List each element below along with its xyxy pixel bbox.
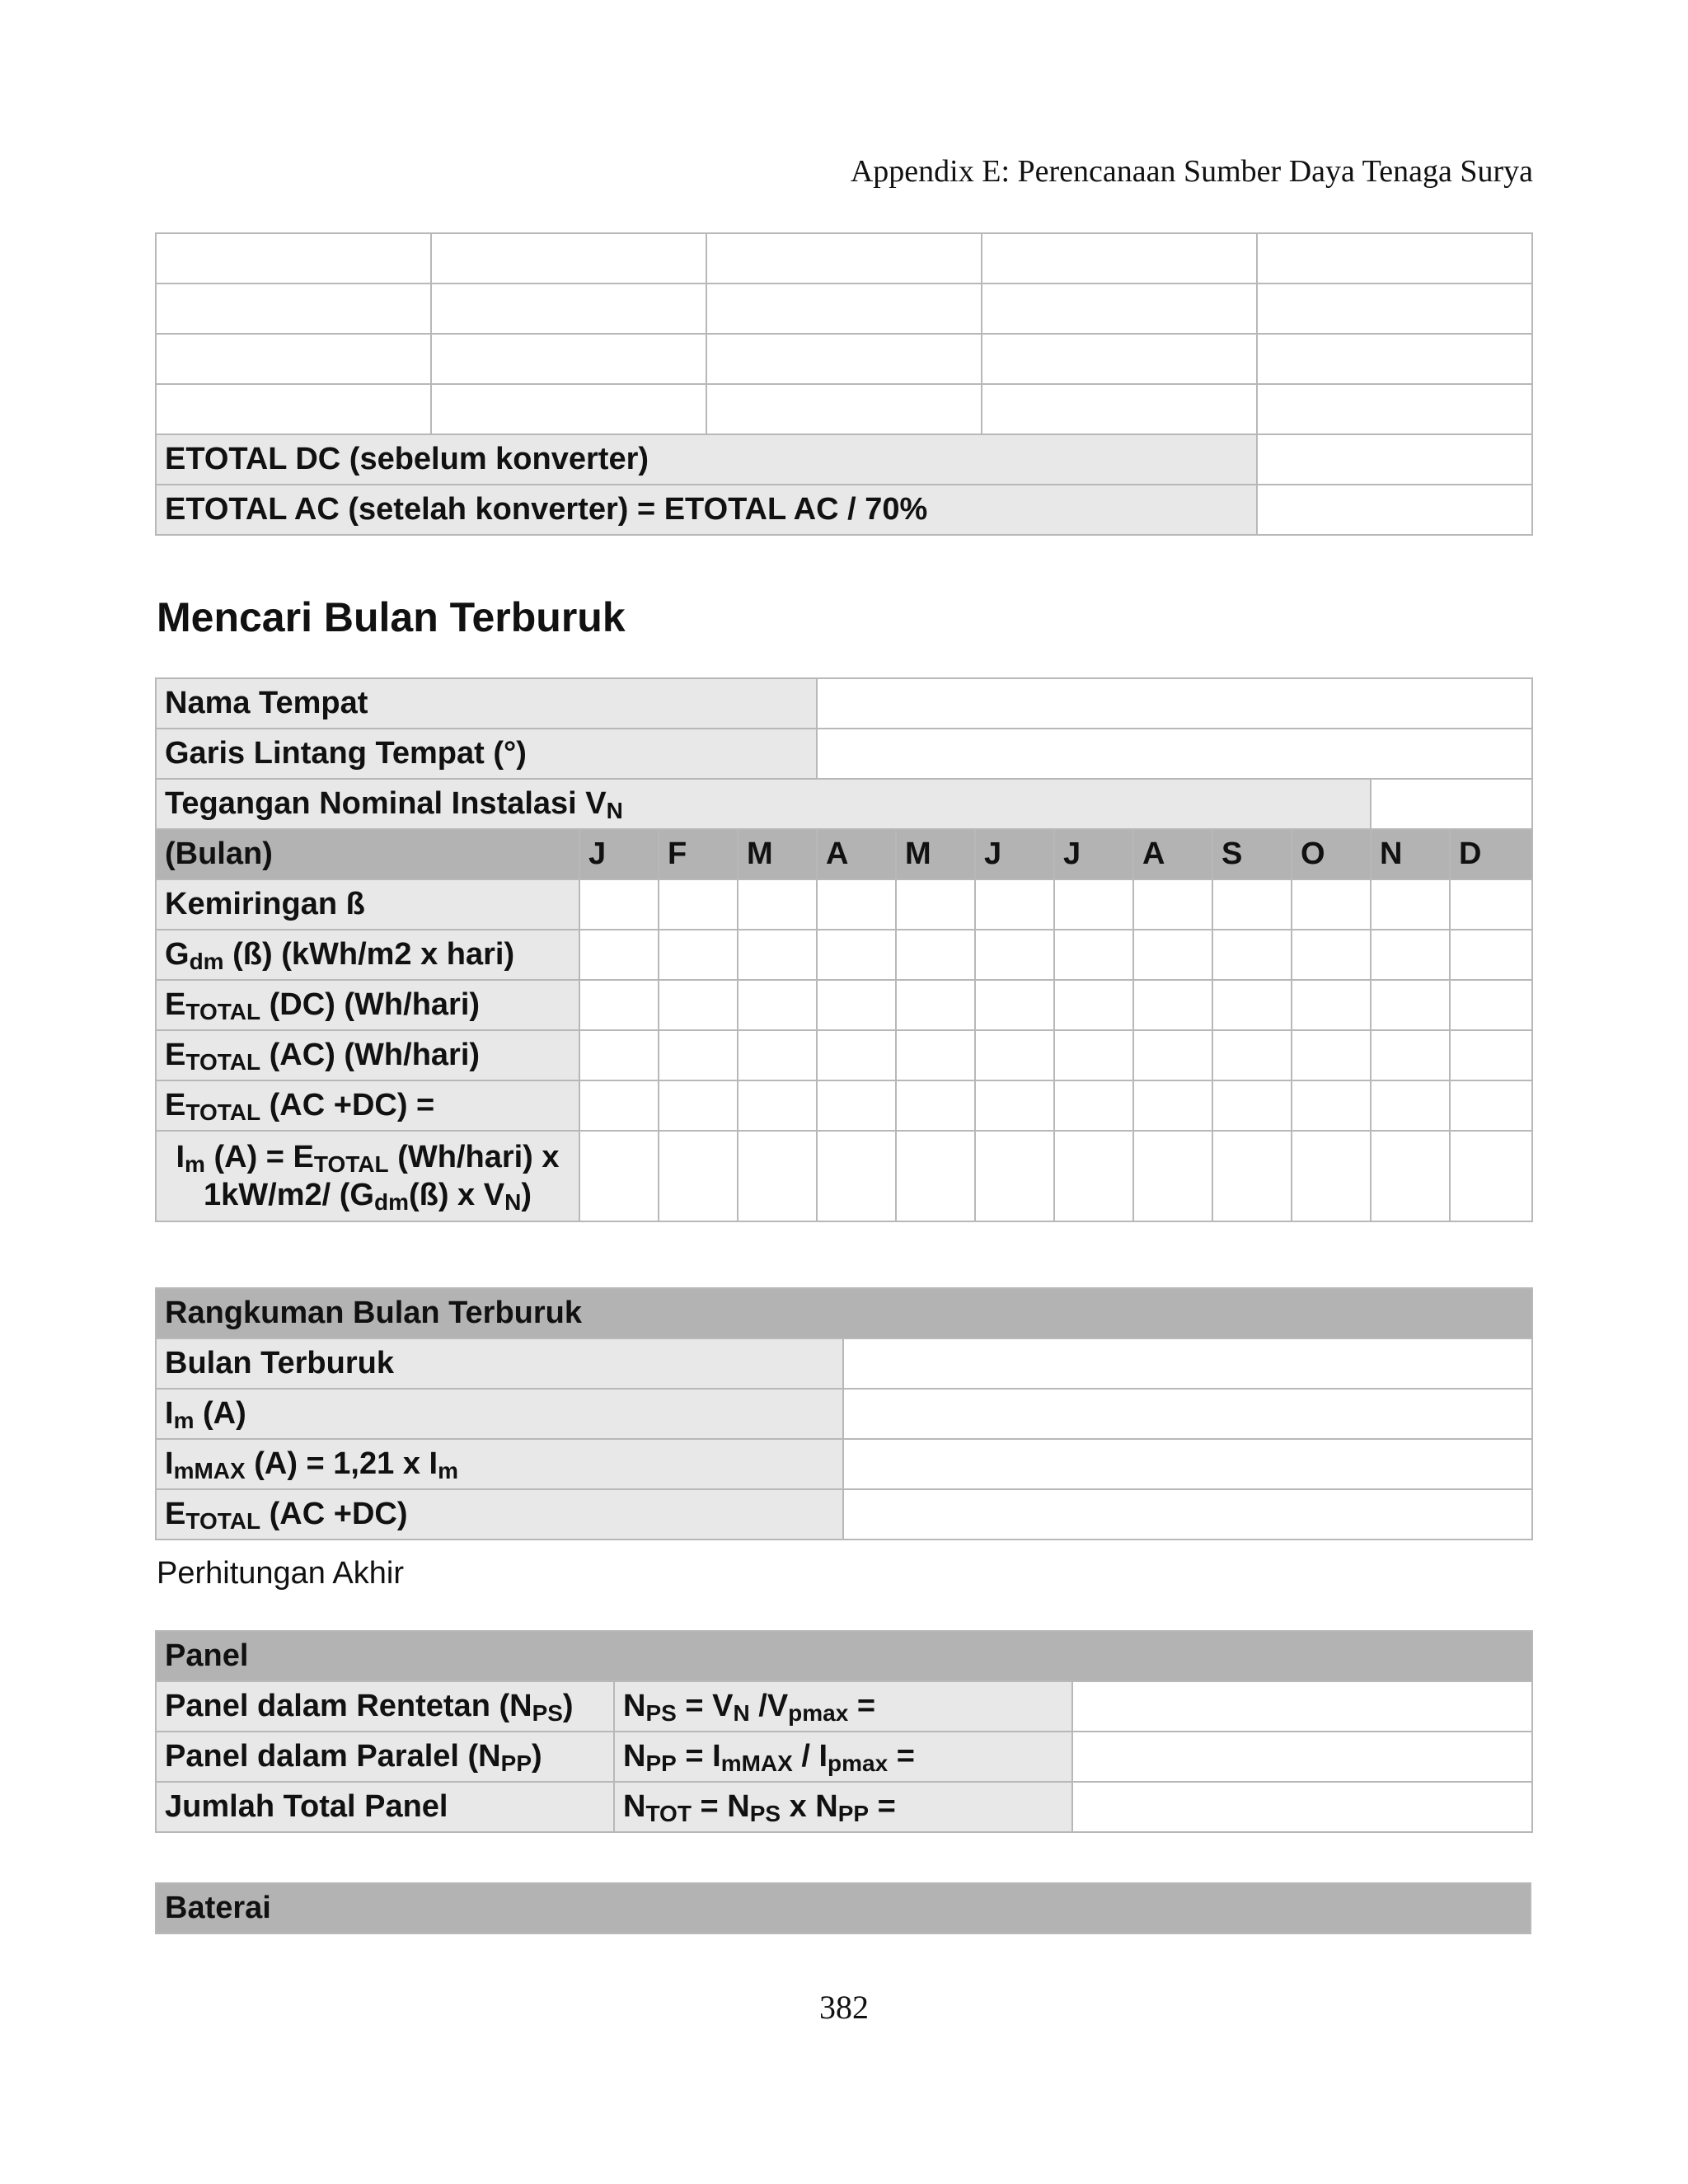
input-cell[interactable] — [156, 284, 431, 334]
worst-month-table — [155, 677, 1533, 1222]
input-cell[interactable] — [156, 334, 431, 384]
month-header: J — [579, 829, 659, 879]
input-cell[interactable] — [431, 334, 706, 384]
input-cell[interactable] — [896, 980, 975, 1030]
month-header: N — [1371, 829, 1450, 879]
table-row — [156, 1439, 1532, 1489]
table-row — [156, 1489, 1532, 1540]
etotal-acdc-month-label: $E_{TOTAL}$ (AC +DC) = — [156, 1080, 579, 1131]
input-cell[interactable] — [817, 1131, 896, 1221]
input-cell[interactable] — [1450, 879, 1532, 930]
month-header: F — [659, 829, 738, 879]
input-cell[interactable] — [738, 930, 817, 980]
input-cell[interactable] — [579, 1131, 659, 1221]
table-row — [156, 1883, 1531, 1933]
tegangan-value[interactable] — [1371, 779, 1532, 829]
input-cell[interactable] — [1257, 233, 1532, 284]
table-row — [156, 1030, 1532, 1080]
nama-tempat-value[interactable] — [817, 678, 1532, 729]
battery-title: Baterai — [156, 1883, 1531, 1933]
im-formula-label: $I_m$ $(A) = E_{TOTAL}$ (Wh/hari) x 1kW/m2/ ($G_{dm}(ß)$ x $V_N$) — [156, 1131, 579, 1221]
input-cell[interactable] — [738, 1131, 817, 1221]
input-cell[interactable] — [1450, 1080, 1532, 1131]
kemiringan-label: Kemiringan ß — [156, 879, 579, 930]
table-row — [156, 930, 1532, 980]
month-header: J — [975, 829, 1054, 879]
table-row — [156, 1389, 1532, 1439]
input-cell[interactable] — [1212, 1080, 1292, 1131]
table-row — [156, 779, 1532, 829]
bulan-terburuk-value[interactable] — [843, 1338, 1532, 1389]
input-cell[interactable] — [896, 1080, 975, 1131]
input-cell[interactable] — [1212, 879, 1292, 930]
panel-rentetan-label: Panel dalam Rentetan $(N_{PS})$ — [156, 1681, 614, 1732]
im-value[interactable] — [843, 1389, 1532, 1439]
input-cell[interactable] — [706, 233, 982, 284]
input-cell[interactable] — [975, 1030, 1054, 1080]
page-header: Appendix E: Perencanaan Sumber Daya Tenaga Surya — [850, 154, 1533, 189]
month-header: S — [1212, 829, 1292, 879]
input-cell[interactable] — [975, 980, 1054, 1030]
month-header: D — [1450, 829, 1532, 879]
input-cell[interactable] — [1212, 1030, 1292, 1080]
month-header-row — [156, 829, 1532, 879]
table-row — [156, 434, 1532, 485]
input-cell[interactable] — [1292, 879, 1371, 930]
etotal-summary-label: $E_{TOTAL}$ (AC +DC) — [156, 1489, 843, 1540]
table-row — [156, 980, 1532, 1030]
table-row — [156, 485, 1532, 535]
input-cell[interactable] — [659, 879, 738, 930]
bulan-label: (Bulan) — [156, 829, 579, 879]
input-cell[interactable] — [1133, 1030, 1212, 1080]
etotal-summary-value[interactable] — [843, 1489, 1532, 1540]
input-cell[interactable] — [738, 879, 817, 930]
input-cell[interactable] — [706, 334, 982, 384]
panel-rentetan-formula: $N_{PS} = V_N$ $/V_{pmax}$ = — [614, 1681, 1072, 1732]
input-cell[interactable] — [1292, 1080, 1371, 1131]
month-header: A — [817, 829, 896, 879]
etotal-dc-value[interactable] — [1257, 434, 1532, 485]
perhitungan-akhir: Perhitungan Akhir — [157, 1556, 404, 1591]
input-cell[interactable] — [579, 1080, 659, 1131]
input-cell[interactable] — [1133, 1080, 1212, 1131]
input-cell[interactable] — [659, 930, 738, 980]
input-cell[interactable] — [1292, 980, 1371, 1030]
etotal-ac-label: ETOTAL AC (setelah konverter) = ETOTAL AC / 70% — [156, 485, 1257, 535]
input-cell[interactable] — [1450, 930, 1532, 980]
input-cell[interactable] — [738, 1030, 817, 1080]
input-cell[interactable] — [706, 384, 982, 434]
input-cell[interactable] — [738, 1080, 817, 1131]
input-cell[interactable] — [1133, 980, 1212, 1030]
panel-title: Panel — [156, 1631, 1532, 1681]
input-cell[interactable] — [1257, 384, 1532, 434]
panel-paralel-value[interactable] — [1072, 1732, 1532, 1782]
table-row — [156, 384, 1532, 434]
input-cell[interactable] — [156, 384, 431, 434]
input-cell[interactable] — [738, 980, 817, 1030]
input-cell[interactable] — [896, 1131, 975, 1221]
table-row — [156, 879, 1532, 930]
section-title: Mencari Bulan Terburuk — [157, 594, 626, 640]
panel-total-label: Jumlah Total Panel — [156, 1782, 614, 1832]
input-cell[interactable] — [817, 1080, 896, 1131]
page-number: 382 — [819, 1989, 869, 2026]
summary-title: Rangkuman Bulan Terburuk — [156, 1288, 1532, 1338]
input-cell[interactable] — [896, 930, 975, 980]
table-row — [156, 1631, 1532, 1681]
input-cell[interactable] — [1450, 1131, 1532, 1221]
input-cell[interactable] — [975, 879, 1054, 930]
input-cell[interactable] — [431, 384, 706, 434]
input-cell[interactable] — [982, 284, 1257, 334]
input-cell[interactable] — [817, 879, 896, 930]
input-cell[interactable] — [1054, 879, 1133, 930]
garis-lintang-value[interactable] — [817, 729, 1532, 779]
input-cell[interactable] — [579, 879, 659, 930]
month-header: O — [1292, 829, 1371, 879]
table-row — [156, 1732, 1532, 1782]
input-cell[interactable] — [896, 879, 975, 930]
input-cell[interactable] — [1133, 1131, 1212, 1221]
input-cell[interactable] — [659, 1080, 738, 1131]
panel-paralel-formula: $N_{PP} = I_{mMAX} / I_{pmax}$ = — [614, 1732, 1072, 1782]
table-row — [156, 284, 1532, 334]
input-cell[interactable] — [579, 980, 659, 1030]
month-header: M — [896, 829, 975, 879]
input-cell[interactable] — [1133, 930, 1212, 980]
table-row — [156, 1681, 1532, 1732]
panel-rentetan-value[interactable] — [1072, 1681, 1532, 1732]
panel-paralel-label: Panel dalam Paralel $(N_{PP})$ — [156, 1732, 614, 1782]
input-cell[interactable] — [1212, 1131, 1292, 1221]
month-header: J — [1054, 829, 1133, 879]
month-header: M — [738, 829, 817, 879]
input-cell[interactable] — [975, 1131, 1054, 1221]
table-row — [156, 1131, 1532, 1221]
input-cell[interactable] — [1450, 1030, 1532, 1080]
input-cell[interactable] — [1054, 980, 1133, 1030]
month-header: A — [1133, 829, 1212, 879]
input-cell[interactable] — [1371, 1080, 1450, 1131]
gdm-label: $G_{dm}$ (ß) (kWh/m2 x hari) — [156, 930, 579, 980]
bulan-terburuk-label: Bulan Terburuk — [156, 1338, 843, 1389]
input-cell[interactable] — [706, 284, 982, 334]
immax-value[interactable] — [843, 1439, 1532, 1489]
panel-total-value[interactable] — [1072, 1782, 1532, 1832]
input-cell[interactable] — [982, 334, 1257, 384]
input-cell[interactable] — [1371, 1030, 1450, 1080]
table-row — [156, 729, 1532, 779]
input-cell[interactable] — [431, 233, 706, 284]
input-cell[interactable] — [579, 1030, 659, 1080]
panel-total-formula: $N_{TOT} = N_{PS}$ x $N_{PP}$ = — [614, 1782, 1072, 1832]
input-cell[interactable] — [817, 1030, 896, 1080]
input-cell[interactable] — [1371, 879, 1450, 930]
table-row — [156, 1782, 1532, 1832]
table-row — [156, 1080, 1532, 1131]
input-cell[interactable] — [579, 930, 659, 980]
table-row — [156, 233, 1532, 284]
input-cell[interactable] — [1371, 980, 1450, 1030]
input-cell[interactable] — [659, 1030, 738, 1080]
input-cell[interactable] — [659, 980, 738, 1030]
battery-table — [155, 1882, 1531, 1934]
etotal-dc-label: ETOTAL DC (sebelum konverter) — [156, 434, 1257, 485]
input-cell[interactable] — [1133, 879, 1212, 930]
etotal-dc-month-label: $E_{TOTAL}$ (DC) (Wh/hari) — [156, 980, 579, 1030]
input-cell[interactable] — [1257, 334, 1532, 384]
input-cell[interactable] — [982, 384, 1257, 434]
table-row — [156, 678, 1532, 729]
tegangan-label: Tegangan Nominal Instalasi $V_N$ — [156, 779, 1371, 829]
input-cell[interactable] — [1371, 930, 1450, 980]
table-row — [156, 1338, 1532, 1389]
input-cell[interactable] — [1450, 980, 1532, 1030]
input-cell[interactable] — [817, 930, 896, 980]
input-cell[interactable] — [975, 1080, 1054, 1131]
input-cell[interactable] — [659, 1131, 738, 1221]
input-cell[interactable] — [156, 233, 431, 284]
input-cell[interactable] — [982, 233, 1257, 284]
input-cell[interactable] — [1054, 930, 1133, 980]
input-cell[interactable] — [1212, 930, 1292, 980]
summary-table — [155, 1287, 1533, 1540]
table-row — [156, 1288, 1532, 1338]
etotal-ac-month-label: $E_{TOTAL}$ (AC) (Wh/hari) — [156, 1030, 579, 1080]
input-cell[interactable] — [1292, 1030, 1371, 1080]
input-cell[interactable] — [1292, 930, 1371, 980]
nama-tempat-label: Nama Tempat — [156, 678, 817, 729]
input-cell[interactable] — [1054, 1131, 1133, 1221]
input-cell[interactable] — [975, 930, 1054, 980]
immax-label: $I_{mMAX}$ (A) = 1,21 x $I_m$ — [156, 1439, 843, 1489]
etotal-ac-value[interactable] — [1257, 485, 1532, 535]
energy-table — [155, 232, 1533, 536]
input-cell[interactable] — [1257, 284, 1532, 334]
input-cell[interactable] — [1054, 1080, 1133, 1131]
input-cell[interactable] — [1212, 980, 1292, 1030]
input-cell[interactable] — [1054, 1030, 1133, 1080]
input-cell[interactable] — [896, 1030, 975, 1080]
input-cell[interactable] — [1371, 1131, 1450, 1221]
im-label: $I_m$ (A) — [156, 1389, 843, 1439]
input-cell[interactable] — [1292, 1131, 1371, 1221]
table-row — [156, 334, 1532, 384]
input-cell[interactable] — [431, 284, 706, 334]
panel-table — [155, 1630, 1533, 1833]
garis-lintang-label: Garis Lintang Tempat (°) — [156, 729, 817, 779]
input-cell[interactable] — [817, 980, 896, 1030]
